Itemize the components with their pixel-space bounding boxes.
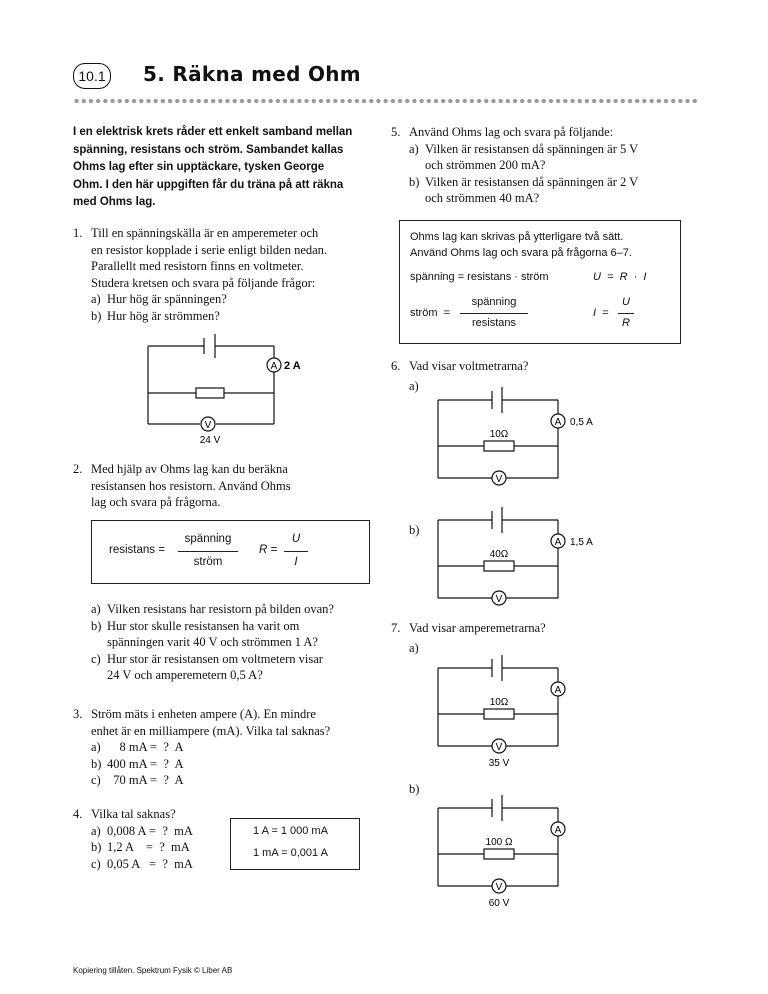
intro-text: I en elektrisk krets råder ett enkelt samband mellan spänning, resistans och ström. Sambandet kallas Ohms lag efter sin upptäckare, tysken George Ohm. I den här uppgiften får du träna på att räkna med Ohms lag. <box>73 126 353 208</box>
resistor-icon <box>484 561 514 571</box>
question-line: Studera kretsen och svara på följande frågor: <box>91 275 316 290</box>
sub-question: a) 8 mA = ? A <box>91 740 184 755</box>
footer-text: Kopiering tillåten. Spektrum Fysik © Liber AB <box>73 966 233 975</box>
sub-question: a) 0,008 A = ? mA <box>91 823 193 838</box>
ohms-box-line: Använd Ohms lag och svara på frågorna 6–7. <box>410 247 632 259</box>
question-line: Med hjälp av Ohms lag kan du beräkna <box>91 462 288 476</box>
voltmeter-symbol: V <box>495 474 503 485</box>
sub-question: och strömmen 200 mA? <box>425 158 546 173</box>
question-line: lag och svara på frågorna. <box>91 495 221 510</box>
ohms-eq2-sym-numerator: U <box>622 296 630 308</box>
question-line: Vilka tal saknas? <box>91 807 176 821</box>
fraction-bar <box>460 313 528 314</box>
sub-question: b) Hur hög är strömmen? <box>91 308 220 323</box>
question-number: 2. <box>73 462 83 476</box>
question-7 <box>391 620 691 637</box>
ammeter-symbol: A <box>554 537 562 548</box>
sub-question: spänningen varit 40 V och strömmen 1 A? <box>107 635 318 650</box>
formula-denominator: ström <box>193 556 223 568</box>
circuit-q6a <box>430 380 610 490</box>
circuit-q7b <box>430 788 610 914</box>
fraction-bar <box>284 551 308 552</box>
fraction-bar <box>618 313 634 314</box>
resistor-icon <box>484 709 514 719</box>
sub-label: a) <box>409 641 419 655</box>
ammeter-reading: 0,5 A <box>570 417 593 428</box>
question-1 <box>73 225 383 325</box>
ohms-eq1-symbols: U = R · I <box>593 271 647 283</box>
ammeter-symbol: A <box>554 417 562 428</box>
conversion-line: 1 mA = 0,001 A <box>253 847 328 859</box>
formula-numerator: spänning <box>184 533 232 545</box>
ohms-eq2-numerator: spänning <box>471 296 517 308</box>
voltmeter-icon: V <box>204 420 212 431</box>
sub-question: c) Hur stor är resistansen om voltmetern visar <box>91 651 323 666</box>
question-line: Vad visar amperemetrarna? <box>409 621 546 635</box>
question-number: 7. <box>391 621 401 635</box>
voltmeter-symbol: V <box>495 742 503 753</box>
ammeter-icon: A <box>270 361 278 372</box>
resistor-label: 40Ω <box>489 549 509 560</box>
question-line: en resistor kopplade i serie enligt bilden nedan. <box>91 242 328 257</box>
question-4 <box>73 806 233 872</box>
ohms-law-box <box>399 220 681 344</box>
question-5 <box>391 124 691 207</box>
question-2 <box>73 461 393 511</box>
sub-question: c) 70 mA = ? A <box>91 773 184 788</box>
ohms-eq2-sym-denominator: R <box>622 317 630 329</box>
formula-sym-lhs: R = <box>259 544 278 556</box>
question-line: Parallellt med resistorn finns en voltmeter. <box>91 259 304 274</box>
question-line: Till en spänningskälla är en amperemeter och <box>91 226 319 240</box>
resistor-label: 10Ω <box>489 697 509 708</box>
question-number: 3. <box>73 707 83 721</box>
ohms-eq2-sym-lhs: I = <box>593 307 609 319</box>
voltmeter-reading: 35 V <box>488 758 510 769</box>
resistor-label: 100 Ω <box>485 837 513 848</box>
question-6 <box>391 358 691 375</box>
sub-question: b) 400 mA = ? A <box>91 756 184 771</box>
section-badge: 10.1 <box>73 63 111 89</box>
circuit-q1 <box>140 330 320 448</box>
formula-box-resistance <box>91 520 370 584</box>
sub-question: b) 1,2 A = ? mA <box>91 840 190 855</box>
sub-question: 24 V och amperemetern 0,5 A? <box>107 668 263 683</box>
unit-conversion-box <box>230 818 360 870</box>
question-line: Vad visar voltmetrarna? <box>409 359 529 373</box>
sub-label: a) <box>409 379 419 393</box>
conversion-line: 1 A = 1 000 mA <box>253 825 328 837</box>
ammeter-symbol: A <box>554 825 562 836</box>
ohms-box-line: Ohms lag kan skrivas på ytterligare två sätt. <box>410 231 624 243</box>
question-line: Ström mäts i enheten ampere (A). En mindre <box>91 707 316 721</box>
question-3 <box>73 706 383 789</box>
ammeter-reading: 2 A <box>284 360 301 372</box>
ammeter-reading: 1,5 A <box>570 537 593 548</box>
formula-sym-denominator: I <box>294 556 298 568</box>
question-2-subitems <box>91 601 391 684</box>
page-title: 5. Räkna med Ohm <box>143 62 361 86</box>
ammeter-symbol: A <box>554 685 562 696</box>
question-number: 1. <box>73 226 83 240</box>
question-line: resistansen hos resistorn. Använd Ohms <box>91 478 291 493</box>
ohms-eq2-lhs: ström = <box>410 307 451 319</box>
resistor-icon <box>484 849 514 859</box>
sub-question: och strömmen 40 mA? <box>425 191 540 206</box>
sub-label: b) <box>409 523 420 537</box>
voltmeter-reading: 24 V <box>199 435 221 446</box>
sub-label: b) <box>409 782 420 796</box>
question-line: enhet är en milliampere (mA). Vilka tal saknas? <box>91 723 331 738</box>
voltmeter-symbol: V <box>495 882 503 893</box>
question-number: 4. <box>73 807 83 821</box>
question-line: Använd Ohms lag och svara på följande: <box>409 125 614 139</box>
circuit-q7a <box>430 648 610 774</box>
sub-question: a) Hur hög är spänningen? <box>91 292 227 307</box>
circuit-q6b <box>430 500 610 610</box>
resistor-icon <box>484 441 514 451</box>
voltmeter-reading: 60 V <box>488 898 510 909</box>
formula-sym-numerator: U <box>291 533 301 545</box>
voltmeter-symbol: V <box>495 594 503 605</box>
sub-question: b) Hur stor skulle resistansen ha varit om <box>91 618 300 633</box>
sub-question: a) Vilken är resistansen då spänningen är 5 V <box>409 141 639 156</box>
resistor-label: 10Ω <box>489 429 509 440</box>
sub-question: b) Vilken är resistansen då spänningen är 2 V <box>409 174 639 189</box>
ohms-eq2-denominator: resistans <box>471 317 517 329</box>
formula-lhs: resistans = <box>109 544 165 556</box>
dotted-divider <box>73 98 697 104</box>
question-number: 6. <box>391 359 401 373</box>
sub-question: c) 0,05 A = ? mA <box>91 856 193 871</box>
sub-question: a) Vilken resistans har resistorn på bilden ovan? <box>91 602 334 616</box>
question-number: 5. <box>391 125 401 139</box>
fraction-bar <box>178 551 238 552</box>
ohms-eq1: spänning = resistans · ström <box>410 271 549 283</box>
